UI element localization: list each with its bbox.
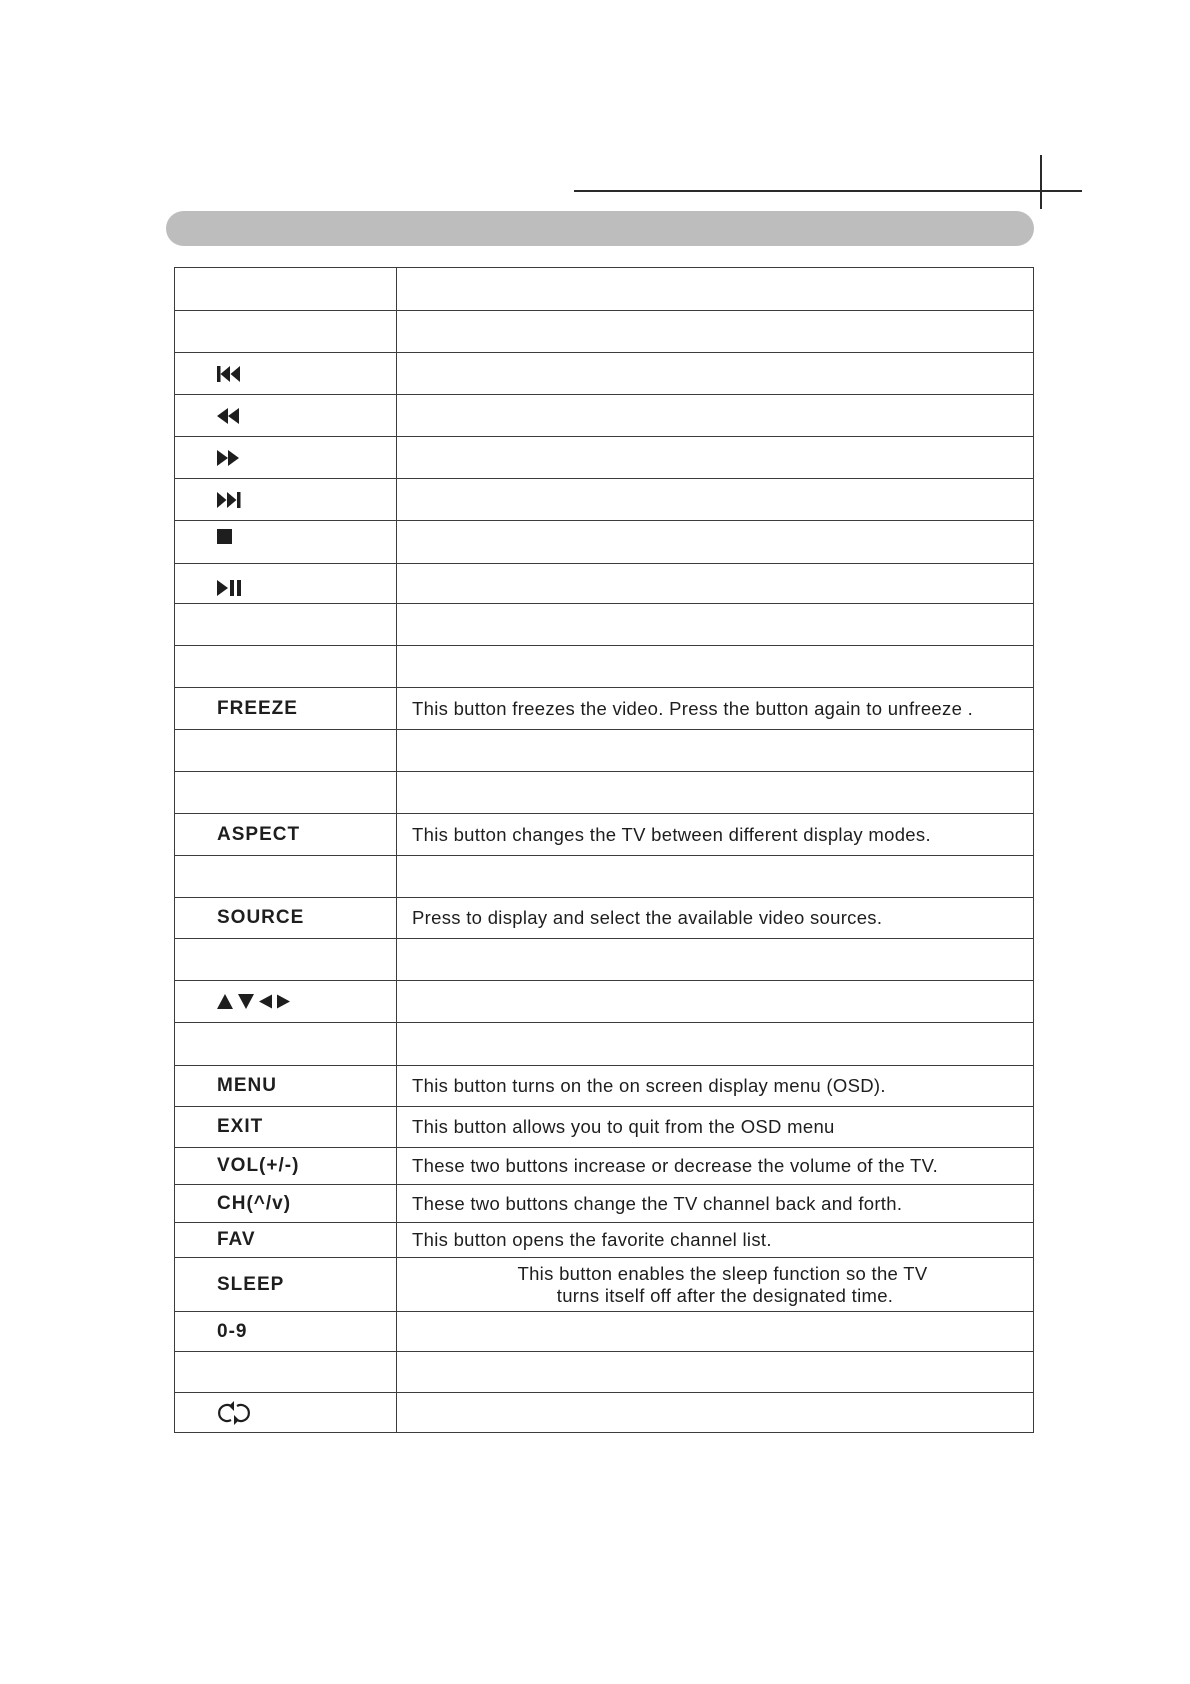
desc-line: turns itself off after the designated time. (556, 1284, 894, 1306)
key-cell (175, 1352, 397, 1392)
desc-cell (397, 1312, 1033, 1351)
desc-cell (397, 939, 1033, 980)
key-cell (175, 772, 397, 813)
remote-key-table (174, 267, 1034, 1433)
key-cell (175, 437, 397, 478)
key-cell (175, 1393, 397, 1432)
table-row (175, 478, 1033, 520)
table-row (175, 1065, 1033, 1106)
key-cell (175, 939, 397, 980)
table-row (175, 436, 1033, 478)
key-cell: 0-9 (175, 1312, 397, 1351)
table-row (175, 813, 1033, 855)
key-cell (175, 646, 397, 687)
key-cell (175, 856, 397, 897)
desc-cell: Press to display and select the available video sources. (412, 907, 883, 928)
desc-cell (397, 1352, 1033, 1392)
table-row (175, 563, 1033, 603)
desc-cell (397, 646, 1033, 687)
rewind-icon (217, 408, 241, 424)
table-row (175, 1184, 1033, 1222)
desc-cell (397, 856, 1033, 897)
play-pause-icon (217, 579, 245, 597)
fast-forward-icon (217, 450, 241, 466)
skip-next-icon (217, 491, 245, 509)
key-cell (175, 564, 397, 603)
desc-cell (397, 1258, 1033, 1311)
table-row (175, 1392, 1033, 1432)
desc-cell (397, 1393, 1033, 1432)
key-cell (175, 604, 397, 645)
key-cell (175, 521, 397, 563)
key-cell: VOL(+/-) (175, 1148, 397, 1184)
table-row (175, 1351, 1033, 1392)
table-row (175, 394, 1033, 436)
table-row (175, 352, 1033, 394)
desc-cell (397, 521, 1033, 563)
table-row (175, 603, 1033, 645)
skip-previous-icon (217, 365, 245, 383)
desc-cell (397, 268, 1033, 310)
page-edge-mark (1040, 155, 1042, 209)
desc-cell: This button allows you to quit from the OSD menu (412, 1116, 835, 1137)
desc-cell: These two buttons change the TV channel back and forth. (412, 1192, 903, 1214)
key-cell (175, 268, 397, 310)
stop-icon (217, 529, 233, 545)
desc-cell: This button opens the favorite channel list. (412, 1229, 772, 1250)
desc-cell (397, 479, 1033, 520)
key-cell: FREEZE (175, 688, 397, 729)
desc-cell (397, 437, 1033, 478)
key-cell (175, 730, 397, 771)
desc-cell (397, 395, 1033, 436)
key-cell: SOURCE (175, 898, 397, 938)
table-row (175, 771, 1033, 813)
key-cell: CH(^/v) (175, 1185, 397, 1222)
table-row (175, 687, 1033, 729)
desc-cell (397, 730, 1033, 771)
key-cell: EXIT (175, 1107, 397, 1147)
key-cell (175, 981, 397, 1022)
recall-icon (217, 1401, 253, 1425)
desc-cell (397, 353, 1033, 394)
desc-cell (397, 604, 1033, 645)
table-row (175, 1022, 1033, 1065)
table-row (175, 520, 1033, 563)
key-cell: SLEEP (175, 1258, 397, 1311)
desc-cell: This button turns on the on screen display menu (OSD). (412, 1075, 886, 1096)
table-row (175, 1106, 1033, 1147)
table-row (175, 729, 1033, 771)
key-cell: MENU (175, 1066, 397, 1106)
header-rule (574, 190, 1082, 192)
key-cell (175, 353, 397, 394)
desc-cell: These two buttons increase or decrease the volume of the TV. (412, 1155, 939, 1176)
key-cell: ASPECT (175, 814, 397, 855)
key-cell: FAV (175, 1223, 397, 1257)
desc-cell (397, 311, 1033, 352)
table-row (175, 938, 1033, 980)
desc-cell (397, 1023, 1033, 1065)
table-row (175, 855, 1033, 897)
desc-line: This button enables the sleep function so the TV (517, 1262, 928, 1284)
desc-cell: This button freezes the video. Press the button again to unfreeze . (412, 697, 974, 719)
section-header-bar (166, 211, 1034, 246)
table-row (175, 1311, 1033, 1351)
table-row (175, 645, 1033, 687)
table-row (175, 1147, 1033, 1184)
key-cell (175, 311, 397, 352)
arrow-keys-icon (217, 993, 293, 1011)
table-row (175, 268, 1033, 310)
key-cell (175, 395, 397, 436)
desc-cell (397, 564, 1033, 603)
table-row (175, 1257, 1033, 1311)
table-row (175, 310, 1033, 352)
desc-cell (397, 981, 1033, 1022)
table-row (175, 1222, 1033, 1257)
desc-cell: This button changes the TV between different display modes. (412, 823, 931, 845)
table-row (175, 980, 1033, 1022)
key-cell (175, 479, 397, 520)
table-row (175, 897, 1033, 938)
key-cell (175, 1023, 397, 1065)
desc-cell (397, 772, 1033, 813)
